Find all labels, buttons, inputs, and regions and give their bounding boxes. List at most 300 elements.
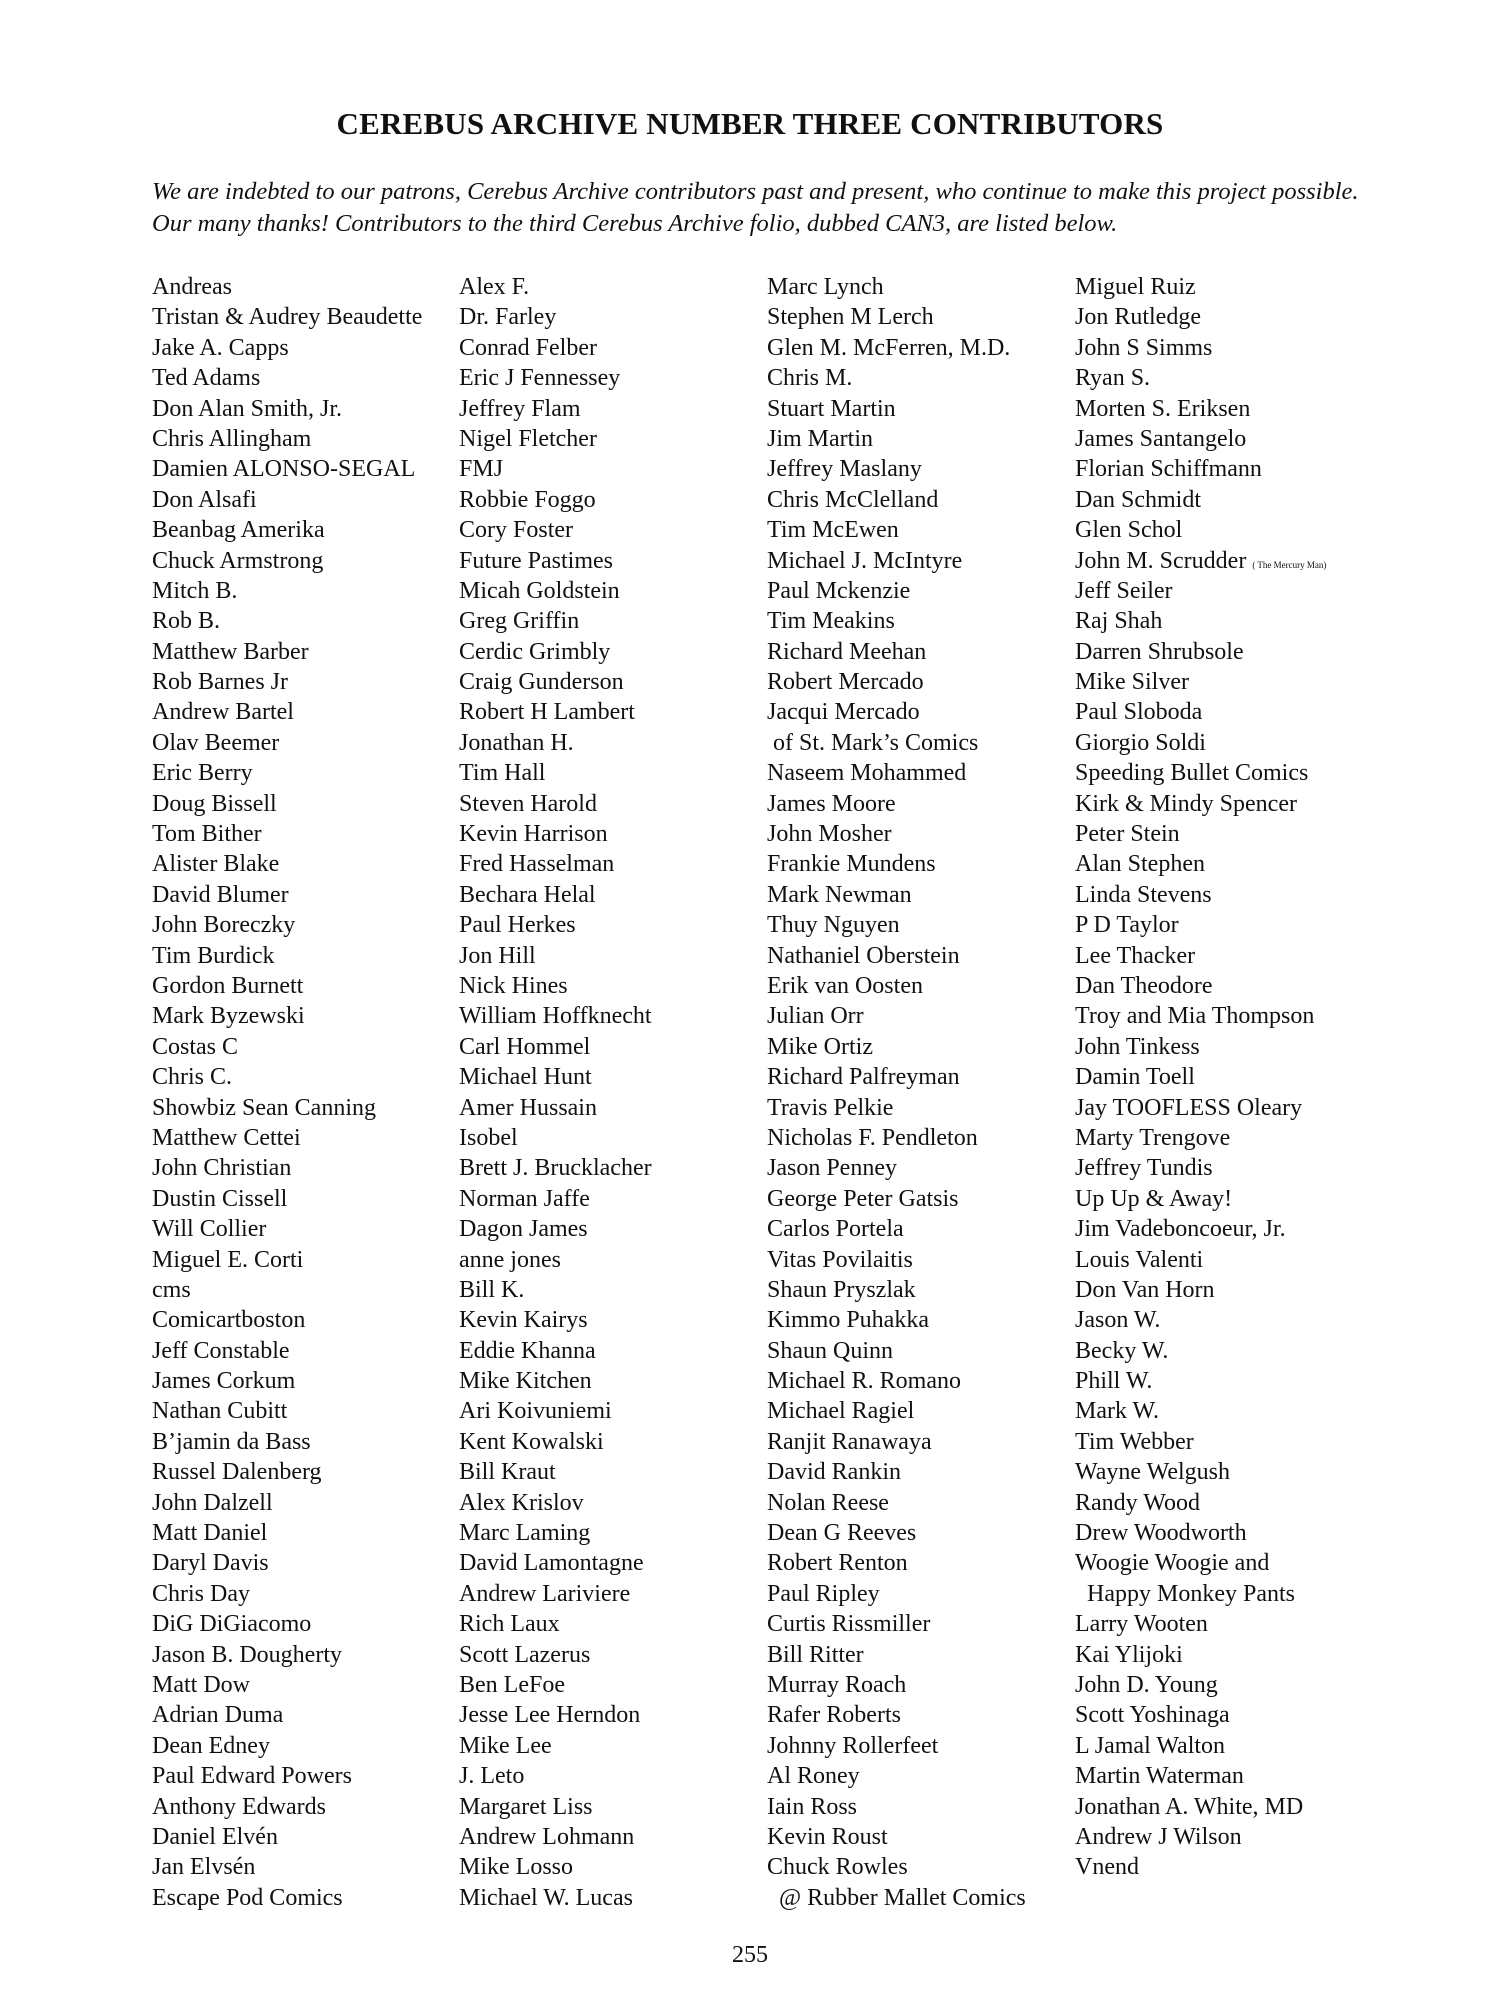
- contributor-name: [459, 1518, 652, 1548]
- contributor-name: [459, 515, 652, 545]
- contributor-name: [459, 606, 652, 636]
- contributor-name-text: Escape Pod Comics: [152, 1884, 343, 1911]
- contributor-name-text: DiG DiGiacomo: [152, 1611, 312, 1638]
- contributor-name: [1075, 1001, 1326, 1031]
- contributor-name: [767, 1579, 1026, 1609]
- contributor-name-text: Rob Barnes Jr: [152, 669, 288, 696]
- contributor-name: [459, 363, 652, 393]
- contributor-name: [1075, 1427, 1326, 1457]
- contributor-name-text: Dean G Reeves: [767, 1520, 917, 1547]
- contributor-name-text: Chuck Rowles: [767, 1854, 908, 1881]
- contributor-name-text: Mike Silver: [1075, 669, 1189, 696]
- contributor-column-1: [152, 272, 422, 1913]
- contributor-name: [767, 272, 1026, 302]
- contributor-name-text: Jon Rutledge: [1075, 304, 1201, 331]
- contributor-name-text: David Rankin: [767, 1459, 901, 1486]
- contributor-name-text: Rafer Roberts: [767, 1702, 901, 1729]
- page-number: 255: [732, 1942, 768, 1968]
- contributor-name-text: Don Van Horn: [1075, 1276, 1215, 1303]
- contributor-name: [767, 1305, 1026, 1335]
- contributor-name-text: Bill Ritter: [767, 1641, 864, 1668]
- page-title: CEREBUS ARCHIVE NUMBER THREE CONTRIBUTORS: [336, 106, 1164, 141]
- contributor-name-text: Bill K.: [459, 1276, 525, 1303]
- contributor-name-text: Norman Jaffe: [459, 1185, 590, 1212]
- contributor-name-text: Louis Valenti: [1075, 1246, 1204, 1273]
- contributor-name-text: Frankie Mundens: [767, 851, 936, 878]
- contributor-name: [1075, 849, 1326, 879]
- contributor-name-text: Conrad Felber: [459, 334, 597, 361]
- contributor-name: [152, 1275, 422, 1305]
- contributor-name: [459, 485, 652, 515]
- contributor-name-text: Bill Kraut: [459, 1459, 556, 1486]
- contributor-name: [767, 1792, 1026, 1822]
- contributor-name-text: Showbiz Sean Canning: [152, 1094, 376, 1121]
- contributor-name: [459, 333, 652, 363]
- contributor-name: [1075, 1640, 1326, 1670]
- contributor-name: [1075, 1548, 1326, 1578]
- contributor-name-text: cms: [152, 1276, 191, 1303]
- contributor-name-text: Daniel Elvén: [152, 1823, 278, 1850]
- contributor-name-text: J. Leto: [459, 1763, 525, 1790]
- contributor-name-text: Nathan Cubitt: [152, 1398, 288, 1425]
- contributor-name-text: John Dalzell: [152, 1489, 273, 1516]
- contributor-name: [1075, 1123, 1326, 1153]
- contributor-name: [152, 1245, 422, 1275]
- contributor-name: [459, 1761, 652, 1791]
- contributor-name-text: Matt Dow: [152, 1671, 250, 1698]
- contributor-name: [767, 515, 1026, 545]
- contributor-name-text: John Boreczky: [152, 912, 296, 939]
- contributor-name-text: Naseem Mohammed: [767, 760, 967, 787]
- contributor-name: [459, 1001, 652, 1031]
- contributor-name: [767, 1518, 1026, 1548]
- contributor-name-text: Phill W.: [1075, 1368, 1153, 1395]
- contributor-name: [767, 1822, 1026, 1852]
- contributor-name-text: Kent Kowalski: [459, 1428, 604, 1455]
- contributor-name-text: Bechara Helal: [459, 881, 596, 908]
- contributor-name: [459, 546, 652, 576]
- contributor-name-text: @ Rubber Mallet Comics: [767, 1884, 1026, 1911]
- contributor-name: [152, 1123, 422, 1153]
- contributor-name-text: Robert Renton: [767, 1550, 908, 1577]
- contributor-name-text: Dan Schmidt: [1075, 486, 1201, 513]
- contributor-name-text: Happy Monkey Pants: [1075, 1580, 1295, 1607]
- contributor-name: [152, 880, 422, 910]
- contributor-name-text: John Mosher: [767, 821, 892, 848]
- contributor-name-text: Chris Day: [152, 1580, 250, 1607]
- contributor-name: [767, 302, 1026, 332]
- contributor-name: [152, 637, 422, 667]
- contributor-name: [152, 363, 422, 393]
- contributor-name: [459, 576, 652, 606]
- contributor-column-3: [767, 272, 1026, 1913]
- contributor-name: [1075, 1761, 1326, 1791]
- contributor-name-text: Lee Thacker: [1075, 942, 1196, 969]
- contributor-name: [767, 1153, 1026, 1183]
- contributor-name: [1075, 394, 1326, 424]
- contributor-name-text: Nick Hines: [459, 972, 568, 999]
- contributor-name-text: Tristan & Audrey Beaudette: [152, 304, 423, 331]
- contributor-name-text: Darren Shrubsole: [1075, 638, 1244, 665]
- contributor-name-text: Becky W.: [1075, 1337, 1169, 1364]
- contributor-name-text: Stuart Martin: [767, 395, 896, 422]
- contributor-name: [459, 1488, 652, 1518]
- contributor-name-text: Troy and Mia Thompson: [1075, 1003, 1315, 1030]
- contributor-name-text: Anthony Edwards: [152, 1793, 326, 1820]
- contributor-name-text: Paul Sloboda: [1075, 699, 1203, 726]
- contributor-name: [767, 1396, 1026, 1426]
- contributor-name-text: Alex F.: [459, 274, 530, 300]
- contributor-name-text: Jim Martin: [767, 425, 873, 452]
- contributor-name: [459, 1184, 652, 1214]
- contributor-name: [1075, 485, 1326, 515]
- contributor-name: [459, 910, 652, 940]
- contributor-name-text: Daryl Davis: [152, 1550, 269, 1577]
- contributor-name: [1075, 1579, 1326, 1609]
- contributor-name-text: James Santangelo: [1075, 425, 1247, 452]
- contributor-name-text: Wayne Welgush: [1075, 1459, 1230, 1486]
- contributor-name-text: Marty Trengove: [1075, 1124, 1231, 1151]
- contributor-name-text: Erik van Oosten: [767, 972, 923, 999]
- contributor-name-text: B’jamin da Bass: [152, 1428, 311, 1455]
- contributor-name: [459, 454, 652, 484]
- contributor-name-text: Mike Lee: [459, 1732, 552, 1759]
- contributor-name: [152, 515, 422, 545]
- contributor-name-text: Chris Allingham: [152, 425, 312, 452]
- contributor-name: [152, 971, 422, 1001]
- contributor-name: [1075, 1488, 1326, 1518]
- contributor-name: [152, 454, 422, 484]
- contributor-name-text: Chris C.: [152, 1064, 233, 1091]
- contributor-name: [1075, 1852, 1326, 1882]
- contributor-name: [152, 667, 422, 697]
- contributor-name: [767, 971, 1026, 1001]
- contributor-name: [767, 1852, 1026, 1882]
- contributor-name-text: Morten S. Eriksen: [1075, 395, 1251, 422]
- contributor-name: [152, 1488, 422, 1518]
- contributor-name: [459, 697, 652, 727]
- contributor-name-text: Jeff Constable: [152, 1337, 290, 1364]
- contributor-name: [459, 941, 652, 971]
- contributor-name: [1075, 1245, 1326, 1275]
- contributor-name: [459, 1731, 652, 1761]
- contributor-name: [459, 728, 652, 758]
- contributor-name: [767, 454, 1026, 484]
- contributor-name-text: Jonathan H.: [459, 729, 574, 756]
- contributor-name: [459, 1427, 652, 1457]
- contributor-name-text: L Jamal Walton: [1075, 1732, 1226, 1759]
- contributor-name-text: Margaret Liss: [459, 1793, 593, 1820]
- contributor-name-text: Chris M.: [767, 365, 853, 392]
- contributor-name: [152, 1457, 422, 1487]
- contributor-name: [152, 1396, 422, 1426]
- contributor-name: [767, 1184, 1026, 1214]
- contributor-name-text: Carl Hommel: [459, 1033, 591, 1060]
- contributor-name: [459, 971, 652, 1001]
- contributor-name: [1075, 302, 1326, 332]
- contributor-name: [1075, 910, 1326, 940]
- contributor-name-text: Alan Stephen: [1075, 851, 1205, 878]
- contributor-name: [459, 667, 652, 697]
- contributor-name-text: Stephen M Lerch: [767, 304, 934, 331]
- contributor-name: [1075, 1670, 1326, 1700]
- contributor-name: [767, 1700, 1026, 1730]
- contributor-name: [152, 1518, 422, 1548]
- contributor-name: [1075, 454, 1326, 484]
- contributor-name-text: Eddie Khanna: [459, 1337, 596, 1364]
- contributor-name: [152, 576, 422, 606]
- contributor-name: [459, 1093, 652, 1123]
- contributor-name: [767, 1032, 1026, 1062]
- contributor-name: [459, 1153, 652, 1183]
- contributor-name: [767, 819, 1026, 849]
- contributor-name-text: Nicholas F. Pendleton: [767, 1124, 978, 1151]
- contributor-name: [767, 758, 1026, 788]
- contributor-name-text: Kevin Kairys: [459, 1307, 588, 1334]
- contributor-name: [459, 1305, 652, 1335]
- contributor-name-text: Brett J. Brucklacher: [459, 1155, 652, 1182]
- contributor-name: [152, 1731, 422, 1761]
- contributor-name: [1075, 515, 1326, 545]
- contributor-name-text: Damien ALONSO-SEGAL: [152, 456, 416, 483]
- contributor-name-text: Marc Lynch: [767, 274, 884, 300]
- contributor-name-text: Chris McClelland: [767, 486, 939, 513]
- contributor-name-text: Adrian Duma: [152, 1702, 284, 1729]
- contributor-name: [767, 789, 1026, 819]
- contributor-name: [767, 576, 1026, 606]
- contributor-name: [152, 1579, 422, 1609]
- contributor-name-text: Travis Pelkie: [767, 1094, 894, 1121]
- contributor-name: [459, 849, 652, 879]
- contributor-name: [459, 1457, 652, 1487]
- contributor-column-2: [459, 272, 652, 1913]
- contributor-name-text: Dan Theodore: [1075, 972, 1213, 999]
- contributor-name-text: Steven Harold: [459, 790, 597, 817]
- contributor-name-text: Richard Meehan: [767, 638, 927, 665]
- contributor-name: [152, 1700, 422, 1730]
- contributor-name-text: Paul Herkes: [459, 912, 576, 939]
- contributor-column-4: [1075, 272, 1326, 1883]
- contributor-name-text: Marc Laming: [459, 1520, 591, 1547]
- contributor-name: [459, 1852, 652, 1882]
- contributor-name: [767, 363, 1026, 393]
- contributor-name: [767, 1062, 1026, 1092]
- contributor-name-text: Kimmo Puhakka: [767, 1307, 929, 1334]
- contributor-name-text: Mitch B.: [152, 577, 238, 604]
- contributor-name: [1075, 1062, 1326, 1092]
- contributor-name-text: Peter Stein: [1075, 821, 1180, 848]
- contributor-name-text: Will Collier: [152, 1216, 267, 1243]
- contributor-name: [459, 394, 652, 424]
- contributor-name-text: Ari Koivuniemi: [459, 1398, 612, 1425]
- contributor-name: [767, 1883, 1026, 1913]
- contributor-name: [1075, 272, 1326, 302]
- contributor-name-text: Matt Daniel: [152, 1520, 268, 1547]
- contributor-name-text: Julian Orr: [767, 1003, 864, 1030]
- contributor-name-text: Jason Penney: [767, 1155, 897, 1182]
- contributor-name: [152, 1883, 422, 1913]
- contributor-name-text: Eric J Fennessey: [459, 365, 621, 392]
- contributor-name-text: Kevin Roust: [767, 1823, 888, 1850]
- contributor-name: [767, 1731, 1026, 1761]
- contributor-name-text: John S Simms: [1075, 334, 1213, 361]
- contributor-name: [152, 1366, 422, 1396]
- contributor-name: [152, 1153, 422, 1183]
- contributor-name: [152, 1214, 422, 1244]
- contributor-name-text: Andrew J Wilson: [1075, 1823, 1242, 1850]
- contributor-name: [459, 272, 652, 302]
- contributor-name-text: Micah Goldstein: [459, 577, 620, 604]
- contributor-name-text: Andrew Bartel: [152, 699, 294, 726]
- contributor-name-text: Scott Lazerus: [459, 1641, 591, 1668]
- contributor-name: [152, 1640, 422, 1670]
- contributor-name: [1075, 637, 1326, 667]
- contributor-name: [1075, 971, 1326, 1001]
- contributor-name: [767, 1001, 1026, 1031]
- contributor-name: [152, 1305, 422, 1335]
- contributor-name: [152, 333, 422, 363]
- contributor-name-text: Thuy Nguyen: [767, 912, 900, 939]
- contributor-name-text: Cerdic Grimbly: [459, 638, 611, 665]
- contributor-name-text: Florian Schiffmann: [1075, 456, 1262, 483]
- contributor-name-text: Comicartboston: [152, 1307, 306, 1334]
- contributor-name: [152, 1822, 422, 1852]
- contributor-name-text: Gordon Burnett: [152, 972, 304, 999]
- contributor-name: [1075, 576, 1326, 606]
- contributor-name: [1075, 1366, 1326, 1396]
- contributor-name-text: Woogie Woogie and: [1075, 1550, 1270, 1577]
- contributor-name: [767, 485, 1026, 515]
- contributor-name-text: Jeffrey Flam: [459, 395, 581, 422]
- contributor-name-text: anne jones: [459, 1246, 561, 1273]
- contributor-name-text: Miguel Ruiz: [1075, 274, 1196, 300]
- contributor-name: [767, 1245, 1026, 1275]
- contributor-name: [1075, 1396, 1326, 1426]
- contributor-name: [152, 394, 422, 424]
- contributor-name: [767, 880, 1026, 910]
- contributor-name-text: Shaun Pryszlak: [767, 1276, 916, 1303]
- contributor-name-text: Mark Byzewski: [152, 1003, 305, 1030]
- contributor-name-text: Nolan Reese: [767, 1489, 889, 1516]
- contributor-name: [1075, 1518, 1326, 1548]
- contributor-name-text: James Moore: [767, 790, 896, 817]
- contributor-name-text: Andreas: [152, 274, 232, 300]
- contributor-name-text: Doug Bissell: [152, 790, 277, 817]
- contributor-name: [1075, 546, 1326, 576]
- contributor-name: [459, 1579, 652, 1609]
- contributor-name-text: Miguel E. Corti: [152, 1246, 304, 1273]
- contributor-name: [767, 728, 1026, 758]
- contributor-name-text: Glen M. McFerren, M.D.: [767, 334, 1011, 361]
- contributor-name: [767, 1548, 1026, 1578]
- contributor-name-text: Drew Woodworth: [1075, 1520, 1247, 1547]
- contributor-name-text: Mark W.: [1075, 1398, 1159, 1425]
- contributor-name-text: Paul Edward Powers: [152, 1763, 352, 1790]
- contributor-name-text: Tom Bither: [152, 821, 262, 848]
- contributor-name: [459, 1548, 652, 1578]
- contributor-name: [1075, 1822, 1326, 1852]
- contributor-name-text: Andrew Lohmann: [459, 1823, 635, 1850]
- contributor-name: [459, 1032, 652, 1062]
- contributor-name-text: Curtis Rissmiller: [767, 1611, 931, 1638]
- contributor-name: [152, 1609, 422, 1639]
- contributor-name: [1075, 1275, 1326, 1305]
- contributor-name-text: Richard Palfreyman: [767, 1064, 960, 1091]
- contributor-name: [767, 910, 1026, 940]
- contributor-name-text: Rich Laux: [459, 1611, 560, 1638]
- contributor-name-text: Jay TOOFLESS Oleary: [1075, 1094, 1303, 1121]
- contributor-name: [1075, 1214, 1326, 1244]
- contributor-name-text: Linda Stevens: [1075, 881, 1212, 908]
- contributor-name: [152, 1001, 422, 1031]
- contributor-name: [1075, 1184, 1326, 1214]
- contributor-name: [152, 1427, 422, 1457]
- contributor-name-text: John D. Young: [1075, 1671, 1218, 1698]
- contributor-name: [152, 849, 422, 879]
- contributor-name-text: Mike Ortiz: [767, 1033, 873, 1060]
- contributor-name: [459, 789, 652, 819]
- contributor-name: [152, 819, 422, 849]
- contributor-name-text: Russel Dalenberg: [152, 1459, 322, 1486]
- contributor-name: [1075, 1609, 1326, 1639]
- contributor-name: [459, 1062, 652, 1092]
- contributor-name-text: Don Alsafi: [152, 486, 257, 513]
- contributor-name-text: Ben LeFoe: [459, 1671, 565, 1698]
- contributor-name-text: Kevin Harrison: [459, 821, 608, 848]
- contributor-name: [767, 1366, 1026, 1396]
- contributor-name-text: Kai Ylijoki: [1075, 1641, 1183, 1668]
- contributor-name-text: John M. Scrudder: [1075, 547, 1247, 574]
- contributor-name: [1075, 1731, 1326, 1761]
- contributor-name: [152, 1852, 422, 1882]
- contributor-name: [1075, 1093, 1326, 1123]
- contributor-name: [459, 1336, 652, 1366]
- contributor-name-text: Greg Griffin: [459, 608, 580, 635]
- contributor-name-text: Michael J. McIntyre: [767, 547, 963, 574]
- contributor-name: [152, 1548, 422, 1578]
- contributor-name-text: Isobel: [459, 1124, 518, 1151]
- contributor-name-text: Larry Wooten: [1075, 1611, 1208, 1638]
- contributor-name: [1075, 1792, 1326, 1822]
- contributor-name-text: Costas C: [152, 1033, 239, 1060]
- contributor-name: [767, 1427, 1026, 1457]
- contributor-name: [1075, 758, 1326, 788]
- contributor-name: [459, 758, 652, 788]
- contributor-name-text: Jeffrey Tundis: [1075, 1155, 1213, 1182]
- contributor-name-text: Amer Hussain: [459, 1094, 597, 1121]
- contributor-name: [767, 1640, 1026, 1670]
- contributor-name: [459, 1123, 652, 1153]
- contributor-name: [767, 1609, 1026, 1639]
- contributor-name: [767, 424, 1026, 454]
- contributor-name-text: Paul Ripley: [767, 1580, 880, 1607]
- contributor-name-text: Damin Toell: [1075, 1064, 1195, 1091]
- contributor-name-text: Fred Hasselman: [459, 851, 615, 878]
- contributor-name: [1075, 1700, 1326, 1730]
- contributor-name: [1075, 819, 1326, 849]
- contributor-name-text: Mike Losso: [459, 1854, 573, 1881]
- contributor-name-text: Nigel Fletcher: [459, 425, 597, 452]
- contributor-name-text: P D Taylor: [1075, 912, 1179, 939]
- contributor-name-text: Michael Hunt: [459, 1064, 592, 1091]
- contributor-name-text: Jacqui Mercado: [767, 699, 920, 726]
- contributor-name-text: FMJ: [459, 456, 504, 483]
- contributor-name-text: Murray Roach: [767, 1671, 907, 1698]
- contributor-name-text: Jim Vadeboncoeur, Jr.: [1075, 1216, 1286, 1243]
- contributor-name: [767, 1214, 1026, 1244]
- contributor-name-text: David Blumer: [152, 881, 289, 908]
- contributor-name: [767, 333, 1026, 363]
